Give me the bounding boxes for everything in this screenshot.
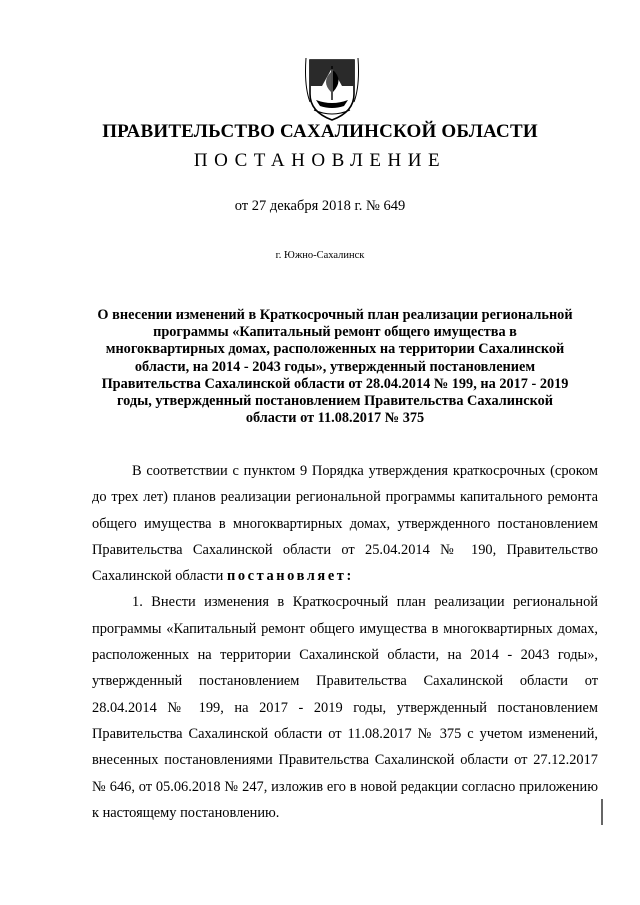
document-heading xyxy=(86,307,584,427)
heading-line: области, на 2014 - 2043 годы», утвержденный постановлением xyxy=(134,358,536,375)
heading-line: программы «Капитальный ремонт общего имущества в xyxy=(153,324,517,341)
heading-line: многоквартирных домах, расположенных на территории Сахалинской xyxy=(105,341,565,358)
document-type: ПОСТАНОВЛЕНИЕ xyxy=(193,150,447,171)
coat-of-arms-icon xyxy=(304,56,360,122)
preamble-paragraph xyxy=(92,458,598,589)
document-body xyxy=(92,458,598,826)
heading-line: О внесении изменений в Краткосрочный план реализации региональной xyxy=(97,307,573,323)
document-date-number: от 27 декабря 2018 г. № 649 xyxy=(234,198,406,214)
heading-line: Правительства Сахалинской области от 28.04.2014 № 199, на 2017 - 2019 xyxy=(101,375,569,392)
heading-line: годы, утвержденный постановлением Правительства Сахалинской xyxy=(116,393,554,410)
item-1-paragraph: 1. Внести изменения в Краткосрочный план реализации региональной программы «Капитальный ремонт общего имущества в многоквартирных домах, расположенных на территории Сахалинской области, на 2014 - 2043 годы», утвержденный постановлением Правительства Сахалинской области от 28.04.2014 № 199, на 2017 - 2019 годы, утвержденный постановлением Правительства Сахалинской области от 11.08.2017 № 375 с учетом изменений, внесенных постановлениями Правительства Сахалинской области от 27.12.2017 № 646, от 05.06.2018 № 247, изложив его в новой редакции согласно приложению к настоящему постановлению. xyxy=(92,594,598,821)
document-city: г. Южно-Сахалинск xyxy=(275,250,365,261)
heading-line: области от 11.08.2017 № 375 xyxy=(245,410,425,427)
preamble-text: В соответствии с пунктом 9 Порядка утверждения краткосрочных (сроком до трех лет) планов реализации региональной программы капитального ремонта общего имущества в многоквартирных домах, утвержденного постановлением Правительства Сахалинской области от 25.04.2014 № 190, Правительство Сахалинской области xyxy=(92,463,598,585)
government-title: ПРАВИТЕЛЬСТВО САХАЛИНСКОЙ ОБЛАСТИ xyxy=(102,121,538,142)
margin-mark xyxy=(598,799,606,825)
resolves-keyword: постановляет: xyxy=(226,568,354,585)
